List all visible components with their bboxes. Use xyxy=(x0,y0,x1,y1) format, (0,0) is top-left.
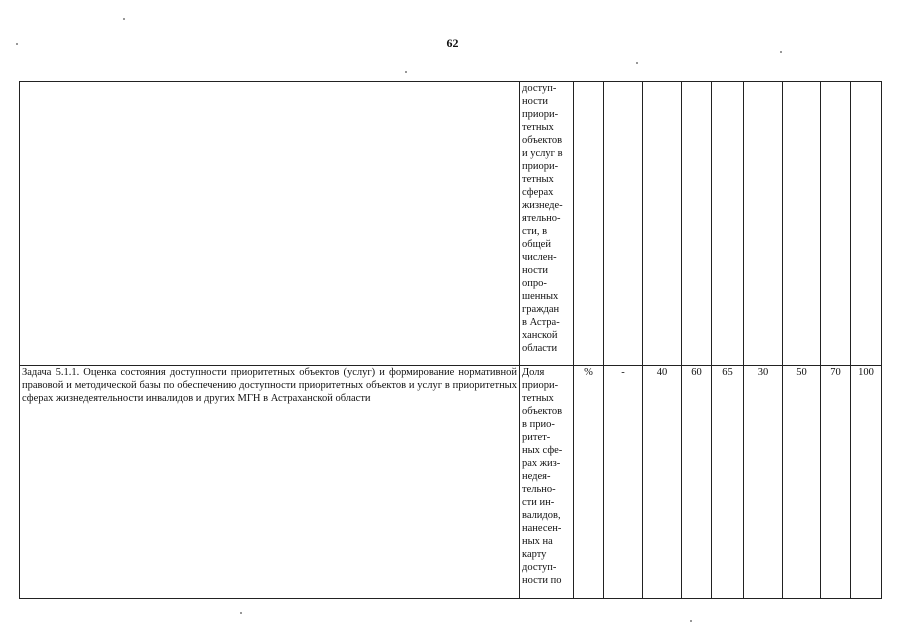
value-cell: 60 xyxy=(682,366,712,599)
value-cell xyxy=(851,82,882,366)
base-value-cell xyxy=(604,82,643,366)
scan-speck xyxy=(780,51,782,53)
value-cell xyxy=(821,82,851,366)
page-number: 62 xyxy=(446,36,459,50)
value-cell: 100 xyxy=(851,366,882,599)
value-cell: 30 xyxy=(744,366,783,599)
value-cell: 50 xyxy=(783,366,821,599)
scan-speck xyxy=(240,612,242,614)
value-cell: 40 xyxy=(643,366,682,599)
unit-cell: % xyxy=(574,366,604,599)
value-cell xyxy=(744,82,783,366)
unit-cell xyxy=(574,82,604,366)
value-cell xyxy=(643,82,682,366)
scan-speck xyxy=(16,43,18,45)
value-cell xyxy=(682,82,712,366)
indicator-cell: доступ- ности приори- тетных объектов и услуг в приори- тетных сферах жизнеде- ятельно- сти, в общей числен- ности опро- шенных граждан в Астра- ханской области xyxy=(520,82,574,366)
value-cell xyxy=(783,82,821,366)
indicators-table xyxy=(19,81,882,599)
task-cell xyxy=(20,82,520,366)
scan-speck xyxy=(405,71,407,73)
task-cell: Задача 5.1.1. Оценка состояния доступности приоритетных объектов (услуг) и формирование нормативной правовой и методической базы по обеспечению доступности приоритетных объектов и услуг в приоритетных сферах жизнедеятельности инвалидов и других МГН в Астраханской области xyxy=(20,366,520,599)
scan-speck xyxy=(123,18,125,20)
table-row xyxy=(20,366,882,599)
base-value-cell: - xyxy=(604,366,643,599)
value-cell: 65 xyxy=(712,366,744,599)
table-row xyxy=(20,82,882,366)
scan-speck xyxy=(690,620,692,622)
indicator-cell: Доля приори- тетных объектов в прио- ритет- ных сфе- рах жиз- недея- тельно- сти ин- валидов, нанесен- ных на карту доступ- ности по xyxy=(520,366,574,599)
value-cell xyxy=(712,82,744,366)
scan-speck xyxy=(636,62,638,64)
value-cell: 70 xyxy=(821,366,851,599)
